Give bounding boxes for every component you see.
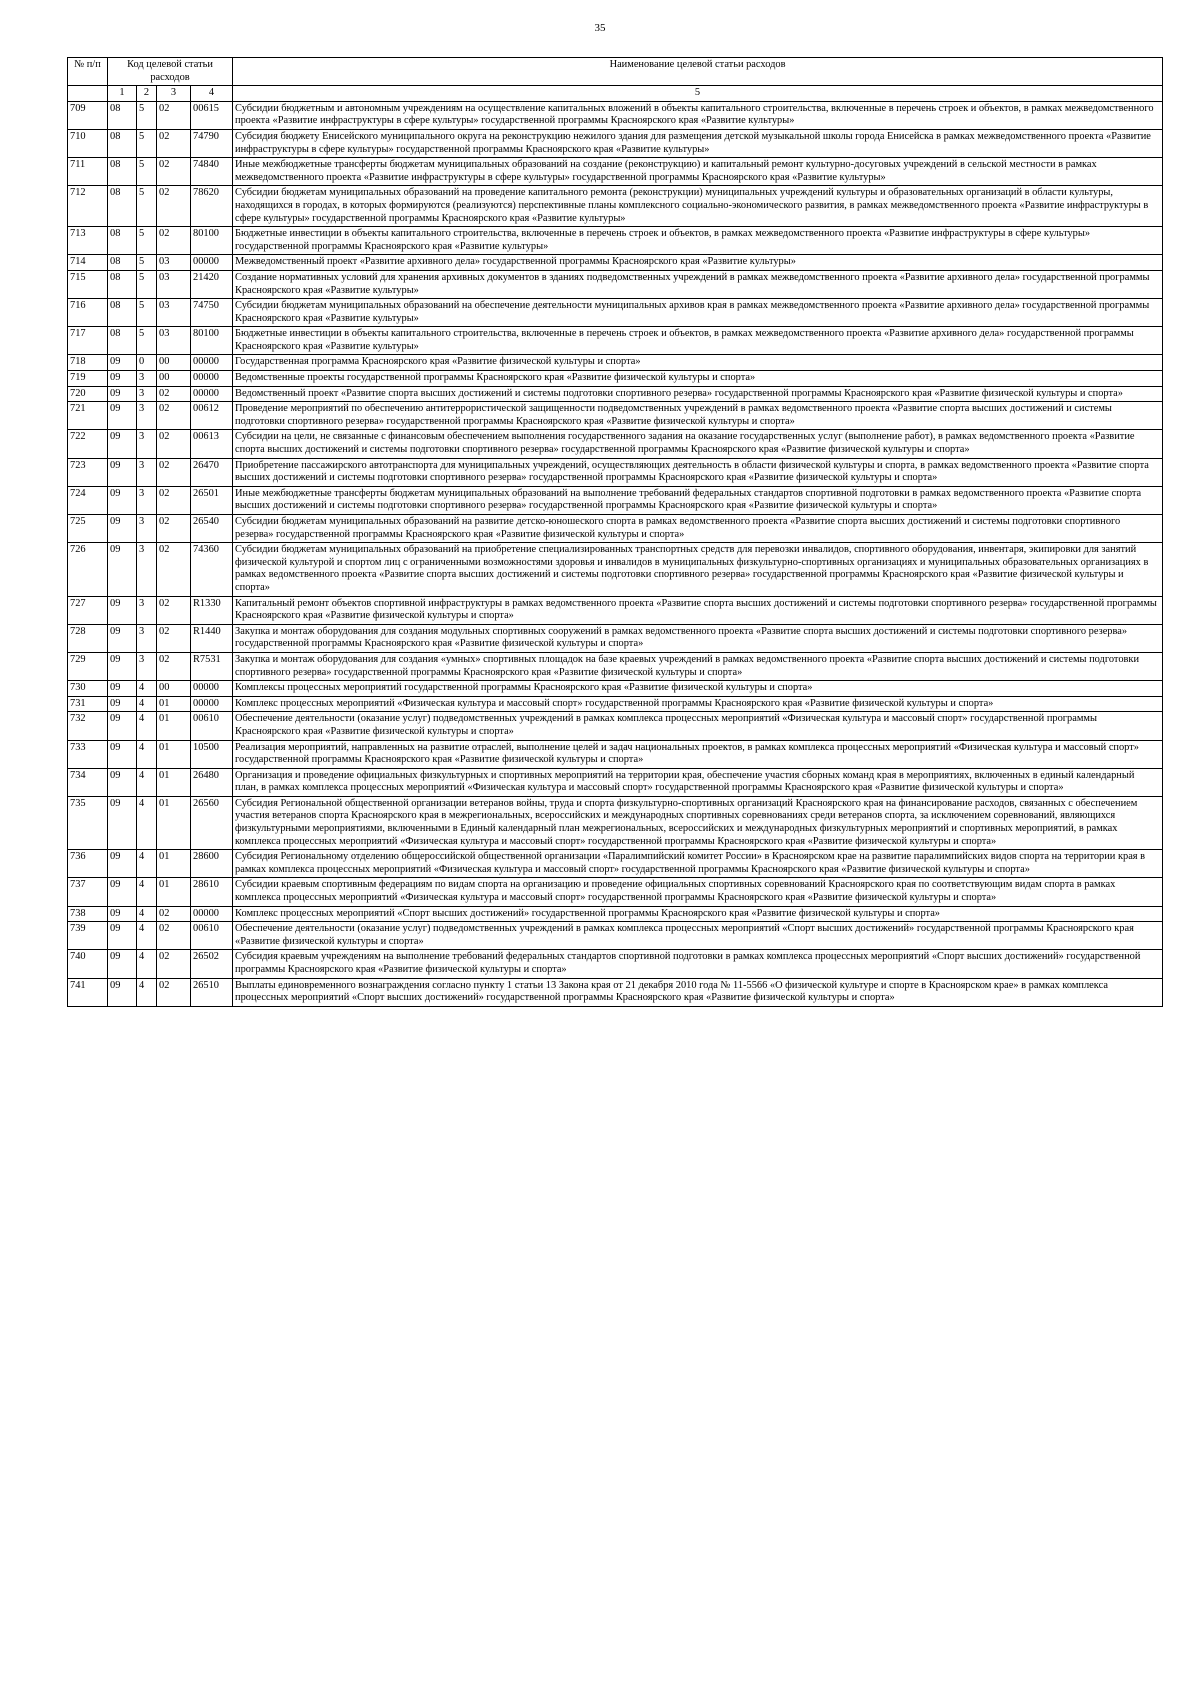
code-part-4: 80100 (191, 227, 233, 255)
code-part-3: 03 (157, 255, 191, 271)
code-part-3: 00 (157, 371, 191, 387)
code-part-4: 28610 (191, 878, 233, 906)
table-row (68, 950, 1163, 978)
budget-table (67, 57, 1163, 1007)
header-index-3: 3 (157, 86, 191, 102)
code-part-4: 74750 (191, 299, 233, 327)
row-number: 733 (68, 740, 108, 768)
code-part-1: 09 (108, 543, 137, 596)
code-part-2: 4 (137, 768, 157, 796)
item-name: Приобретение пассажирского автотранспорта для муниципальных учреждений, осуществляющих деятельность в области физической культуры и спорта, в рамках ведомственного проекта «Развитие спорта высших достижений и системы подготовки спортивного резерва» государственной программы Красноярского края «Развитие физической культуры и спорта» (233, 458, 1163, 486)
table-row (68, 696, 1163, 712)
code-part-4: 10500 (191, 740, 233, 768)
code-part-1: 09 (108, 355, 137, 371)
item-name: Субсидии на цели, не связанные с финансовым обеспечением выполнения государственного задания на оказание государственных услуг (выполнение работ), в рамках ведомственного проекта «Развитие спорта высших достижений и системы подготовки спортивного резерва» государственной программы Красноярского края «Развитие физической культуры и спорта» (233, 430, 1163, 458)
row-number: 721 (68, 402, 108, 430)
item-name: Субсидия бюджету Енисейского муниципального округа на реконструкцию нежилого здания для размещения детской музыкальной школы города Енисейска в рамках межведомственного проекта «Развитие инфраструктуры в сфере культуры» государственной программы Красноярского края «Развитие культуры» (233, 129, 1163, 157)
row-number: 736 (68, 850, 108, 878)
row-number: 732 (68, 712, 108, 740)
item-name: Комплекс процессных мероприятий «Физическая культура и массовый спорт» государственной программы Красноярского края «Развитие физической культуры и спорта» (233, 696, 1163, 712)
code-part-3: 02 (157, 906, 191, 922)
row-number: 717 (68, 327, 108, 355)
code-part-3: 02 (157, 486, 191, 514)
item-name: Субсидии бюджетам муниципальных образований на развитие детско-юношеского спорта в рамках ведомственного проекта «Развитие спорта высших достижений и системы подготовки спортивного резерва» государственной программы Красноярского края «Развитие физической культуры и спорта» (233, 515, 1163, 543)
code-part-1: 09 (108, 652, 137, 680)
code-part-3: 00 (157, 355, 191, 371)
header-index-5: 5 (233, 86, 1163, 102)
code-part-2: 3 (137, 371, 157, 387)
row-number: 723 (68, 458, 108, 486)
table-row (68, 515, 1163, 543)
code-part-3: 02 (157, 624, 191, 652)
code-part-1: 09 (108, 596, 137, 624)
item-name: Иные межбюджетные трансферты бюджетам муниципальных образований на выполнение требований федеральных стандартов спортивной подготовки в рамках ведомственного проекта «Развитие спорта высших достижений и системы подготовки спортивного резерва» государственной программы Красноярского края «Развитие физической культуры и спорта» (233, 486, 1163, 514)
code-part-1: 09 (108, 922, 137, 950)
code-part-3: 01 (157, 712, 191, 740)
code-part-4: 00000 (191, 355, 233, 371)
row-number: 735 (68, 796, 108, 849)
code-part-4: 00000 (191, 681, 233, 697)
code-part-2: 3 (137, 458, 157, 486)
code-part-1: 09 (108, 978, 137, 1006)
code-part-1: 08 (108, 101, 137, 129)
item-name: Иные межбюджетные трансферты бюджетам муниципальных образований на создание (реконструкцию) и капитальный ремонт культурно-досуговых учреждений в сельской местности в рамках межведомственного проекта «Развитие инфраструктуры в сфере культуры» государственной программы Красноярского края «Развитие культуры» (233, 158, 1163, 186)
code-part-2: 4 (137, 950, 157, 978)
code-part-4: R7531 (191, 652, 233, 680)
row-number: 737 (68, 878, 108, 906)
row-number: 716 (68, 299, 108, 327)
header-code: Код целевой статьи расходов (108, 58, 233, 86)
code-part-1: 08 (108, 327, 137, 355)
code-part-1: 09 (108, 486, 137, 514)
page-number: 35 (594, 22, 606, 34)
code-part-4: 28600 (191, 850, 233, 878)
code-part-3: 01 (157, 850, 191, 878)
code-part-2: 4 (137, 681, 157, 697)
code-part-1: 09 (108, 402, 137, 430)
table-row (68, 681, 1163, 697)
code-part-2: 3 (137, 596, 157, 624)
code-part-4: 74360 (191, 543, 233, 596)
row-number: 727 (68, 596, 108, 624)
code-part-2: 4 (137, 978, 157, 1006)
table-row (68, 255, 1163, 271)
code-part-1: 09 (108, 768, 137, 796)
table-row (68, 327, 1163, 355)
code-part-2: 3 (137, 486, 157, 514)
table-row (68, 596, 1163, 624)
code-part-1: 08 (108, 129, 137, 157)
code-part-4: 00000 (191, 696, 233, 712)
table-row (68, 796, 1163, 849)
code-part-3: 02 (157, 186, 191, 227)
code-part-1: 08 (108, 186, 137, 227)
table-row (68, 158, 1163, 186)
row-number: 710 (68, 129, 108, 157)
item-name: Субсидия Региональной общественной организации ветеранов войны, труда и спорта физкультурно-спортивных организаций Красноярского края на финансирование расходов, связанных с обеспечением участия ветеранов спорта Красноярского края в межрегиональных, всероссийских и международных спортивных соревнованиях среди ветеранов спорта, за исключением соревнований, являющихся физкультурными мероприятиями, включенными в Единый календарный план межрегиональных, всероссийских и международных физкультурных мероприятий и спортивных мероприятий, в рамках комплекса процессных мероприятий «Физическая культура и массовый спорт» государственной программы Красноярского края «Развитие физической культуры и спорта» (233, 796, 1163, 849)
code-part-4: 74790 (191, 129, 233, 157)
table-row (68, 543, 1163, 596)
header-name: Наименование целевой статьи расходов (233, 58, 1163, 86)
code-part-2: 3 (137, 543, 157, 596)
item-name: Бюджетные инвестиции в объекты капитального строительства, включенные в перечень строек и объектов, в рамках межведомственного проекта «Развитие архивного дела» государственной программы Красноярского края «Развитие культуры» (233, 327, 1163, 355)
code-part-1: 09 (108, 796, 137, 849)
code-part-4: 26510 (191, 978, 233, 1006)
row-number: 729 (68, 652, 108, 680)
header-index-blank (68, 86, 108, 102)
code-part-3: 01 (157, 878, 191, 906)
code-part-4: 00612 (191, 402, 233, 430)
row-number: 724 (68, 486, 108, 514)
code-part-4: 26501 (191, 486, 233, 514)
item-name: Организация и проведение официальных физкультурных и спортивных мероприятий на территории края, обеспечение участия сборных команд края в мероприятиях, включенных в единый календарный план, в рамках комплекса процессных мероприятий «Физическая культура и массовый спорт» государственной программы Красноярского края «Развитие физической культуры и спорта» (233, 768, 1163, 796)
code-part-3: 02 (157, 596, 191, 624)
code-part-1: 09 (108, 850, 137, 878)
code-part-3: 01 (157, 696, 191, 712)
table-row (68, 906, 1163, 922)
code-part-2: 0 (137, 355, 157, 371)
code-part-3: 03 (157, 327, 191, 355)
code-part-3: 01 (157, 768, 191, 796)
code-part-1: 09 (108, 696, 137, 712)
code-part-3: 02 (157, 978, 191, 1006)
code-part-4: 00000 (191, 255, 233, 271)
code-part-1: 09 (108, 624, 137, 652)
code-part-1: 08 (108, 158, 137, 186)
table-row (68, 270, 1163, 298)
item-name: Капитальный ремонт объектов спортивной инфраструктуры в рамках ведомственного проекта «Развитие спорта высших достижений и системы подготовки спортивного резерва» государственной программы Красноярского края «Развитие физической культуры и спорта» (233, 596, 1163, 624)
item-name: Проведение мероприятий по обеспечению антитеррористической защищенности подведомственных учреждений в рамках ведомственного проекта «Развитие спорта высших достижений и системы подготовки спортивного резерва» государственной программы Красноярского края «Развитие физической культуры и спорта» (233, 402, 1163, 430)
code-part-4: 26540 (191, 515, 233, 543)
table-row (68, 129, 1163, 157)
code-part-2: 5 (137, 255, 157, 271)
code-part-4: 26470 (191, 458, 233, 486)
code-part-1: 08 (108, 299, 137, 327)
item-name: Закупка и монтаж оборудования для создания модульных спортивных сооружений в рамках ведомственного проекта «Развитие спорта высших достижений и системы подготовки спортивного резерва» государственной программы Красноярского края «Развитие физической культуры и спорта» (233, 624, 1163, 652)
code-part-2: 4 (137, 906, 157, 922)
row-number: 728 (68, 624, 108, 652)
item-name: Выплаты единовременного вознаграждения согласно пункту 1 статьи 13 Закона края от 21 декабря 2010 года № 11-5566 «О физической культуре и спорте в Красноярском крае» в рамках комплекса процессных мероприятий «Спорт высших достижений» государственной программы Красноярского края «Развитие физической культуры и спорта» (233, 978, 1163, 1006)
code-part-4: 00610 (191, 712, 233, 740)
code-part-4: 00615 (191, 101, 233, 129)
item-name: Межведомственный проект «Развитие архивного дела» государственной программы Красноярского края «Развитие культуры» (233, 255, 1163, 271)
item-name: Создание нормативных условий для хранения архивных документов в зданиях подведомственных учреждений в рамках межведомственного проекта «Развитие архивного дела» государственной программы Красноярского края «Развитие культуры» (233, 270, 1163, 298)
code-part-3: 02 (157, 227, 191, 255)
row-number: 718 (68, 355, 108, 371)
code-part-4: 26480 (191, 768, 233, 796)
code-part-2: 5 (137, 270, 157, 298)
code-part-3: 02 (157, 129, 191, 157)
code-part-4: 80100 (191, 327, 233, 355)
code-part-1: 09 (108, 950, 137, 978)
code-part-3: 02 (157, 402, 191, 430)
row-number: 711 (68, 158, 108, 186)
code-part-1: 09 (108, 681, 137, 697)
code-part-1: 08 (108, 255, 137, 271)
header-index-4: 4 (191, 86, 233, 102)
code-part-3: 01 (157, 796, 191, 849)
code-part-2: 4 (137, 850, 157, 878)
item-name: Реализация мероприятий, направленных на развитие отраслей, выполнение целей и задач национальных проектов, в рамках комплекса процессных мероприятий «Физическая культура и массовый спорт» государственной программы Красноярского края «Развитие физической культуры и спорта» (233, 740, 1163, 768)
table-body (68, 101, 1163, 1006)
code-part-4: 21420 (191, 270, 233, 298)
code-part-3: 02 (157, 922, 191, 950)
item-name: Комплекс процессных мероприятий «Спорт высших достижений» государственной программы Красноярского края «Развитие физической культуры и спорта» (233, 906, 1163, 922)
header-index-2: 2 (137, 86, 157, 102)
table-header (68, 58, 1163, 102)
code-part-3: 03 (157, 270, 191, 298)
code-part-4: 78620 (191, 186, 233, 227)
item-name: Субсидии краевым спортивным федерациям по видам спорта на организацию и проведение официальных спортивных соревнований Красноярского края по соответствующим видам спорта в рамках комплекса процессных мероприятий «Физическая культура и массовый спорт» государственной программы Красноярского края «Развитие физической культуры и спорта» (233, 878, 1163, 906)
code-part-3: 02 (157, 386, 191, 402)
item-name: Ведомственные проекты государственной программы Красноярского края «Развитие физической культуры и спорта» (233, 371, 1163, 387)
code-part-3: 02 (157, 950, 191, 978)
code-part-1: 09 (108, 386, 137, 402)
code-part-3: 01 (157, 740, 191, 768)
row-number: 720 (68, 386, 108, 402)
table-row (68, 458, 1163, 486)
code-part-3: 02 (157, 430, 191, 458)
table-row (68, 922, 1163, 950)
table-row (68, 878, 1163, 906)
code-part-4: 00000 (191, 906, 233, 922)
code-part-1: 09 (108, 430, 137, 458)
row-number: 712 (68, 186, 108, 227)
row-number: 713 (68, 227, 108, 255)
row-number: 741 (68, 978, 108, 1006)
row-number: 739 (68, 922, 108, 950)
header-number: № п/п (68, 58, 108, 86)
table-row (68, 101, 1163, 129)
code-part-4: 00610 (191, 922, 233, 950)
code-part-4: 74840 (191, 158, 233, 186)
code-part-1: 09 (108, 740, 137, 768)
item-name: Субсидия Региональному отделению общероссийской общественной организации «Паралимпийский комитет России» в Красноярском крае на развитие паралимпийских видов спорта на территории края в рамках комплекса процессных мероприятий «Физическая культура и массовый спорт» государственной программы Красноярского края «Развитие физической культуры и спорта» (233, 850, 1163, 878)
row-number: 740 (68, 950, 108, 978)
row-number: 734 (68, 768, 108, 796)
code-part-2: 3 (137, 652, 157, 680)
code-part-2: 5 (137, 101, 157, 129)
code-part-1: 09 (108, 878, 137, 906)
code-part-3: 02 (157, 101, 191, 129)
item-name: Субсидии бюджетам муниципальных образований на проведение капитального ремонта (реконструкции) муниципальных учреждений культуры и образовательных организаций в области культуры, находящихся в городах, в которых формируются (реализуются) перспективные планы комплексного социально-экономического развития, в рамках межведомственного проекта «Развитие инфраструктуры в сфере культуры» государственной программы Красноярского края «Развитие культуры» (233, 186, 1163, 227)
table-row (68, 355, 1163, 371)
table-row (68, 430, 1163, 458)
table-row (68, 371, 1163, 387)
row-number: 730 (68, 681, 108, 697)
table-row (68, 624, 1163, 652)
code-part-1: 08 (108, 270, 137, 298)
table-row (68, 227, 1163, 255)
code-part-2: 5 (137, 186, 157, 227)
code-part-1: 09 (108, 371, 137, 387)
item-name: Обеспечение деятельности (оказание услуг) подведомственных учреждений в рамках комплекса процессных мероприятий «Физическая культура и массовый спорт» государственной программы Красноярского края «Развитие физической культуры и спорта» (233, 712, 1163, 740)
code-part-1: 09 (108, 712, 137, 740)
code-part-3: 02 (157, 543, 191, 596)
code-part-4: R1440 (191, 624, 233, 652)
row-number: 715 (68, 270, 108, 298)
code-part-2: 4 (137, 740, 157, 768)
table-row (68, 978, 1163, 1006)
table-row (68, 386, 1163, 402)
code-part-2: 5 (137, 129, 157, 157)
code-part-3: 00 (157, 681, 191, 697)
code-part-3: 02 (157, 515, 191, 543)
item-name: Субсидии бюджетам муниципальных образований на приобретение специализированных транспортных средств для перевозки инвалидов, спортивного оборудования, инвентаря, экипировки для занятий физической культурой и спортом лиц с ограниченными возможностями здоровья и инвалидов в муниципальных физкультурно-спортивных организациях и муниципальных образовательных организациях в рамках ведомственного проекта «Развитие спорта высших достижений и системы подготовки спортивного резерва» государственной программы Красноярского края «Развитие физической культуры и спорта» (233, 543, 1163, 596)
table-row (68, 186, 1163, 227)
code-part-2: 4 (137, 922, 157, 950)
item-name: Бюджетные инвестиции в объекты капитального строительства, включенные в перечень строек и объектов, в рамках межведомственного проекта «Развитие инфраструктуры в сфере культуры» государственной программы Красноярского края «Развитие культуры» (233, 227, 1163, 255)
table-row (68, 486, 1163, 514)
code-part-4: 00000 (191, 386, 233, 402)
item-name: Государственная программа Красноярского края «Развитие физической культуры и спорта» (233, 355, 1163, 371)
item-name: Комплексы процессных мероприятий государственной программы Красноярского края «Развитие физической культуры и спорта» (233, 681, 1163, 697)
code-part-1: 08 (108, 227, 137, 255)
item-name: Субсидии бюджетам муниципальных образований на обеспечение деятельности муниципальных архивов края в рамках межведомственного проекта «Развитие архивного дела» государственной программы Красноярского края «Развитие культуры» (233, 299, 1163, 327)
table-row (68, 850, 1163, 878)
row-number: 738 (68, 906, 108, 922)
code-part-3: 03 (157, 299, 191, 327)
item-name: Закупка и монтаж оборудования для создания «умных» спортивных площадок на базе краевых учреждений в рамках ведомственного проекта «Развитие спорта высших достижений и системы подготовки спортивного резерва» государственной программы Красноярского края «Развитие физической культуры и спорта» (233, 652, 1163, 680)
item-name: Субсидии бюджетным и автономным учреждениям на осуществление капитальных вложений в объекты капитального строительства, включенные в перечень строек и объектов, в рамках межведомственного проекта «Развитие инфраструктуры в сфере культуры» государственной программы Красноярского края «Развитие культуры» (233, 101, 1163, 129)
code-part-1: 09 (108, 458, 137, 486)
row-number: 731 (68, 696, 108, 712)
code-part-1: 09 (108, 515, 137, 543)
code-part-2: 3 (137, 402, 157, 430)
code-part-2: 4 (137, 796, 157, 849)
row-number: 726 (68, 543, 108, 596)
table-row (68, 740, 1163, 768)
table-row (68, 712, 1163, 740)
code-part-4: 00000 (191, 371, 233, 387)
code-part-4: 26502 (191, 950, 233, 978)
code-part-2: 5 (137, 227, 157, 255)
code-part-1: 09 (108, 906, 137, 922)
code-part-4: 26560 (191, 796, 233, 849)
code-part-2: 4 (137, 696, 157, 712)
code-part-2: 3 (137, 430, 157, 458)
code-part-2: 4 (137, 878, 157, 906)
table-row (68, 768, 1163, 796)
code-part-4: 00613 (191, 430, 233, 458)
table-row (68, 299, 1163, 327)
row-number: 719 (68, 371, 108, 387)
item-name: Субсидия краевым учреждениям на выполнение требований федеральных стандартов спортивной подготовки в рамках комплекса процессных мероприятий «Спорт высших достижений» государственной программы Красноярского края «Развитие физической культуры и спорта» (233, 950, 1163, 978)
code-part-2: 3 (137, 386, 157, 402)
table-row (68, 652, 1163, 680)
row-number: 714 (68, 255, 108, 271)
code-part-3: 02 (157, 458, 191, 486)
code-part-4: R1330 (191, 596, 233, 624)
table-row (68, 402, 1163, 430)
code-part-2: 5 (137, 299, 157, 327)
item-name: Ведомственный проект «Развитие спорта высших достижений и системы подготовки спортивного резерва» государственной программы Красноярского края «Развитие физической культуры и спорта» (233, 386, 1163, 402)
code-part-2: 3 (137, 515, 157, 543)
row-number: 709 (68, 101, 108, 129)
code-part-2: 5 (137, 158, 157, 186)
code-part-3: 02 (157, 652, 191, 680)
header-index-1: 1 (108, 86, 137, 102)
code-part-2: 5 (137, 327, 157, 355)
row-number: 725 (68, 515, 108, 543)
code-part-3: 02 (157, 158, 191, 186)
item-name: Обеспечение деятельности (оказание услуг) подведомственных учреждений в рамках комплекса процессных мероприятий «Спорт высших достижений» государственной программы Красноярского края «Развитие физической культуры и спорта» (233, 922, 1163, 950)
code-part-2: 4 (137, 712, 157, 740)
row-number: 722 (68, 430, 108, 458)
code-part-2: 3 (137, 624, 157, 652)
